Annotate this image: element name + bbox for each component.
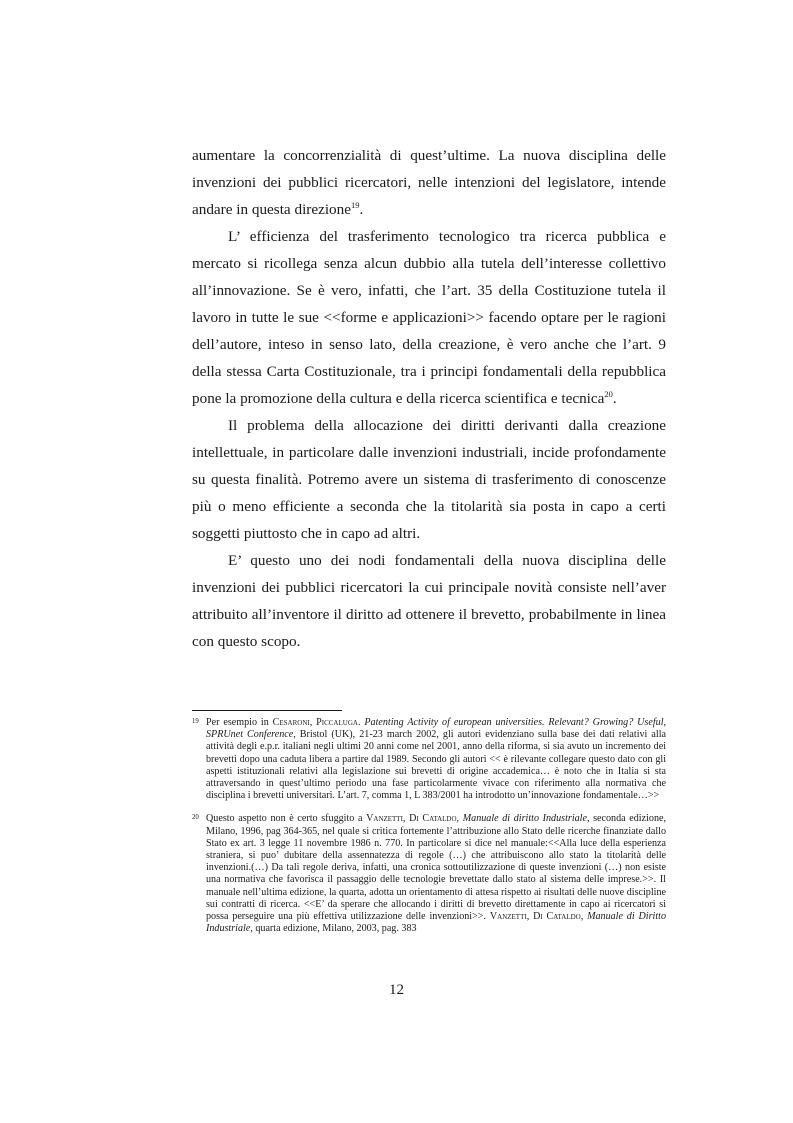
footnotes bbox=[192, 717, 666, 946]
footnote-authors: Vanzetti, Di Cataldo bbox=[489, 911, 581, 923]
footnote-20 bbox=[192, 813, 666, 935]
footnote-text: , Bristol (UK), 21-23 march 2002, gli autori evidenziano sulla base dei dati relativi alla attività degli e.p.r. italiani negli ultimi 20 anni come nel 2001, anno della riforma, si sia avuto un incremento dei brevetti dopo una caduta libera a partire dal 1989. Secondo gli autori << è rilevante collegare questo dato con gli aspetti istituzionali relativi alla legislazione sui brevetti di origine accademica… è noto che in Italia si sta attraversando in quest’ultimo periodo una fase particolarmente vivace con riferimento alla normativa che disciplina i brevetti universitari. L’art. 7, comma 1, L 383/2001 ha introdotto un’innovazione fondamentale…>> bbox=[206, 729, 666, 802]
paragraph-1 bbox=[192, 142, 666, 223]
footnote-text: , quarta edizione, Milano, 2003, pag. 383 bbox=[250, 923, 417, 935]
footnote-ref-19[interactable]: 19 bbox=[350, 200, 360, 210]
paragraph-1-text: aumentare la concorrenzialità di quest’ultime. La nuova disciplina delle invenzioni dei pubblici ricercatori, nelle intenzioni del legislatore, intende andare in questa direzione bbox=[192, 147, 666, 218]
page-number: 12 bbox=[389, 982, 404, 998]
paragraph-3: Il problema della allocazione dei diritti derivanti dalla creazione intellettuale, in particolare dalle invenzioni industriali, incide profondamente su questa finalità. Potremo avere un sistema di trasferimento di conoscenze più o meno efficiente a seconda che la titolarità sia posta in capo a certi soggetti piuttosto che in capo ad altri. bbox=[192, 417, 666, 542]
footnote-separator-text: , bbox=[580, 911, 588, 923]
footnote-title: Manuale di diritto Industriale bbox=[462, 813, 587, 825]
footnote-separator-text: . bbox=[357, 717, 365, 728]
footnote-19 bbox=[192, 717, 666, 802]
footnote-separator bbox=[192, 710, 342, 711]
paragraph-2-text: L’ efficienza del trasferimento tecnologico tra ricerca pubblica e mercato si ricollega senza alcun dubbio alla tutela dell’interesse collettivo all’innovazione. Se è vero, infatti, che l’art. 35 della Costituzione tutela il lavoro in tutte le sue <<forme e applicazioni>> facendo optare per le ragioni dell’autore, inteso in senso lato, della creazione, è vero anche che l’art. 9 della stessa Carta Costituzionale, tra i principi fondamentali della repubblica pone la promozione della cultura e della ricerca scientifica e tecnica bbox=[192, 228, 666, 407]
footnote-title: Patenting Activity of european universities. Relevant? Growing? Useful, SPRUnet Conference bbox=[206, 717, 667, 741]
footnote-text: , seconda edizione, Milano, 1996, pag 364-365, nel quale si critica fortemente l’attribuzione allo Stato delle ricerche finanziate dallo Stato ex art. 3 legge 11 novembre 1986 n. 770. In particolare si dice nel manuale:<<Alla luce della esperienza straniera, si puo’ dubitare della assennatezza di regole (…) che attribuiscono allo stato la titolarità delle invenzioni.(…) Da tali regole deriva, infatti, una cronica sottoutilizzazione di queste invenzioni (…) non esiste una normativa che favorisca il passaggio delle tecnologie brevettate dallo stato al sistema delle imprese.>>. Il manuale nell’ultima edizione, la quarta, adotta un orientamento di attesa rispetto ai risultati delle nuove discipline sui contratti di ricerca. <<E’ da sperare che allocando i diritti di brevetto direttamente in capo ai ricercatori si possa perseguire una più effettiva utilizzazione delle invenzioni>>. bbox=[206, 813, 666, 923]
paragraph-1-end: . bbox=[359, 201, 364, 218]
paragraph-2-end: . bbox=[612, 390, 617, 407]
footnote-title: Manuale di Diritto Industriale bbox=[206, 911, 666, 935]
paragraph-2 bbox=[192, 223, 666, 412]
footnote-authors: Cesaroni, Piccaluga bbox=[272, 717, 358, 728]
footnote-text: Per esempio in bbox=[206, 717, 273, 728]
footnote-text: Questo aspetto non è certo sfuggito a bbox=[206, 813, 367, 825]
body-text bbox=[192, 142, 666, 655]
footnote-separator-text: , bbox=[456, 813, 463, 825]
footnote-number: 19 bbox=[192, 718, 199, 725]
footnote-ref-20[interactable]: 20 bbox=[604, 389, 613, 399]
footnote-authors: Vanzetti, Di Cataldo bbox=[366, 813, 457, 825]
footnote-number: 20 bbox=[192, 814, 199, 822]
paragraph-4: E’ questo uno dei nodi fondamentali della nuova disciplina delle invenzioni dei pubblici ricercatori la cui principale novità consiste nell’aver attribuito all’inventore il diritto ad ottenere il brevetto, probabilmente in linea con questo scopo. bbox=[192, 552, 666, 650]
